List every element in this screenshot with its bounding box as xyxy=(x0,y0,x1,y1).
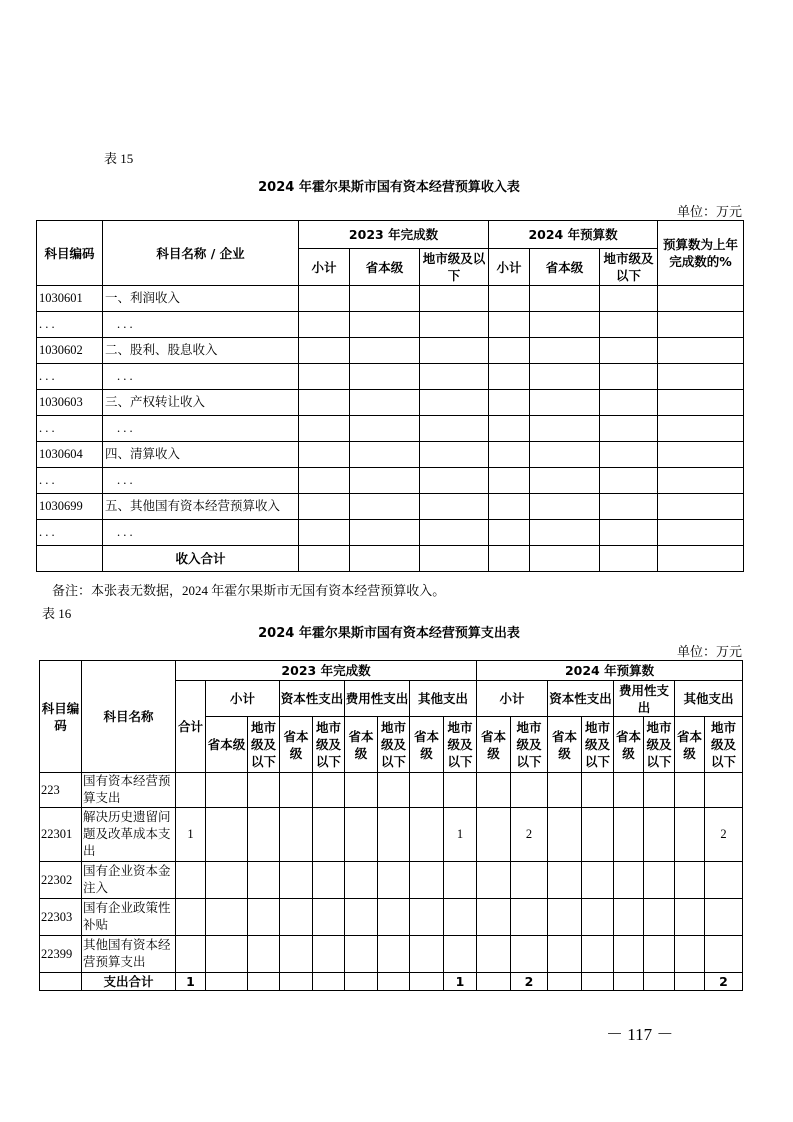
row-name: 四、清算收入 xyxy=(103,442,299,468)
table-row xyxy=(40,808,743,862)
header-budget-2024: 2024 年预算数 xyxy=(477,661,743,681)
row-code: 22399 xyxy=(40,936,82,973)
header-local: 地市级及以下 xyxy=(582,717,614,773)
header-code: 科目编码 xyxy=(37,221,103,286)
header-local: 地市级及以下 xyxy=(705,717,743,773)
table16-label: 表 16 xyxy=(42,606,72,621)
header-name: 科目名称 xyxy=(82,661,176,773)
row-value xyxy=(345,862,378,899)
total-label: 支出合计 xyxy=(82,973,176,991)
header-ratio: 预算数为上年完成数的% xyxy=(658,221,744,286)
row-value xyxy=(313,899,345,936)
header-local: 地市级及以下 xyxy=(313,717,345,773)
row-value xyxy=(313,862,345,899)
header-provincial: 省本级 xyxy=(614,717,644,773)
row-value xyxy=(511,773,548,808)
row-value xyxy=(378,808,410,862)
row-code: 223 xyxy=(40,773,82,808)
income-table xyxy=(36,220,744,572)
table-row xyxy=(40,899,743,936)
row-code: 1030604 xyxy=(37,442,103,468)
row-value xyxy=(248,773,280,808)
row-code: 1030603 xyxy=(37,390,103,416)
row-value xyxy=(378,773,410,808)
row-value xyxy=(705,899,743,936)
row-value xyxy=(206,899,248,936)
table-row xyxy=(37,364,744,390)
header-code: 科目编码 xyxy=(40,661,82,773)
header-local: 地市级及以下 xyxy=(378,717,410,773)
header-local: 地市级及以下 xyxy=(600,249,658,286)
total-value xyxy=(378,973,410,991)
header-other: 其他支出 xyxy=(410,681,477,717)
row-value xyxy=(582,773,614,808)
header-capital: 资本性支出 xyxy=(548,681,614,717)
header-provincial: 省本级 xyxy=(675,717,705,773)
row-name: . . . xyxy=(103,520,299,546)
table-row xyxy=(40,862,743,899)
total-row xyxy=(37,546,744,572)
row-value xyxy=(410,808,444,862)
row-value xyxy=(675,773,705,808)
row-value xyxy=(313,808,345,862)
header-expense: 费用性支出 xyxy=(614,681,675,717)
header-provincial: 省本级 xyxy=(548,717,582,773)
header-provincial: 省本级 xyxy=(280,717,313,773)
total-value xyxy=(477,973,511,991)
row-value xyxy=(675,936,705,973)
row-value xyxy=(206,773,248,808)
row-value xyxy=(644,862,675,899)
row-value xyxy=(176,936,206,973)
row-value xyxy=(345,936,378,973)
row-value xyxy=(206,936,248,973)
total-value xyxy=(206,973,248,991)
total-value xyxy=(644,973,675,991)
row-value xyxy=(248,899,280,936)
row-value: 1 xyxy=(176,808,206,862)
header-provincial: 省本级 xyxy=(350,249,420,286)
table-row xyxy=(37,442,744,468)
row-name: 一、利润收入 xyxy=(103,286,299,312)
total-row xyxy=(40,973,743,991)
table-row xyxy=(37,416,744,442)
table-row xyxy=(40,773,743,808)
row-value xyxy=(345,773,378,808)
row-value xyxy=(176,899,206,936)
row-name: . . . xyxy=(103,416,299,442)
row-value xyxy=(280,773,313,808)
table-row xyxy=(40,936,743,973)
row-value xyxy=(410,936,444,973)
row-value: 2 xyxy=(511,808,548,862)
total-label: 收入合计 xyxy=(103,546,299,572)
total-value xyxy=(614,973,644,991)
table-row xyxy=(37,286,744,312)
row-value xyxy=(206,808,248,862)
row-value xyxy=(248,936,280,973)
row-value xyxy=(644,808,675,862)
row-value xyxy=(614,899,644,936)
row-value xyxy=(705,862,743,899)
row-value xyxy=(280,936,313,973)
row-value xyxy=(614,936,644,973)
row-name: 五、其他国有资本经营预算收入 xyxy=(103,494,299,520)
expenditure-table xyxy=(39,660,743,991)
row-value xyxy=(614,862,644,899)
row-value xyxy=(548,862,582,899)
table15-note: 备注：本张表无数据，2024 年霍尔果斯市无国有资本经营预算收入。 xyxy=(52,583,446,598)
table16-unit: 单位：万元 xyxy=(676,644,742,659)
row-code: 22301 xyxy=(40,808,82,862)
row-value xyxy=(444,936,477,973)
row-name: . . . xyxy=(103,468,299,494)
total-value xyxy=(548,973,582,991)
row-value xyxy=(705,936,743,973)
row-name: 解决历史遗留问题及改革成本支出 xyxy=(82,808,176,862)
total-value xyxy=(248,973,280,991)
header-subtotal: 小计 xyxy=(489,249,530,286)
total-value xyxy=(410,973,444,991)
row-value xyxy=(444,862,477,899)
total-value: 2 xyxy=(511,973,548,991)
header-capital: 资本性支出 xyxy=(280,681,345,717)
row-code: 1030602 xyxy=(37,338,103,364)
row-value xyxy=(280,862,313,899)
row-value xyxy=(280,808,313,862)
row-value xyxy=(477,773,511,808)
table-row xyxy=(37,338,744,364)
row-value xyxy=(548,936,582,973)
header-subtotal: 小计 xyxy=(206,681,280,717)
row-value xyxy=(410,899,444,936)
row-value xyxy=(548,899,582,936)
row-code: 22302 xyxy=(40,862,82,899)
row-value xyxy=(280,899,313,936)
header-local: 地市级及以下 xyxy=(644,717,675,773)
row-name: 国有企业政策性补贴 xyxy=(82,899,176,936)
table15-label: 表 15 xyxy=(104,151,134,166)
total-value xyxy=(675,973,705,991)
table-row xyxy=(37,520,744,546)
row-value xyxy=(248,808,280,862)
row-value xyxy=(582,862,614,899)
row-value xyxy=(378,862,410,899)
row-value xyxy=(248,862,280,899)
row-value xyxy=(582,899,614,936)
total-value xyxy=(280,973,313,991)
page-number: － 117 － xyxy=(606,1025,674,1044)
table15-title: 2024 年霍尔果斯市国有资本经营预算收入表 xyxy=(258,180,520,195)
row-value xyxy=(313,773,345,808)
table-row xyxy=(37,312,744,338)
row-value xyxy=(345,899,378,936)
row-value xyxy=(644,936,675,973)
header-subtotal: 小计 xyxy=(299,249,350,286)
row-value: 1 xyxy=(444,808,477,862)
header-provincial: 省本级 xyxy=(345,717,378,773)
header-other: 其他支出 xyxy=(675,681,743,717)
row-value xyxy=(410,773,444,808)
row-code: . . . xyxy=(37,416,103,442)
header-provincial: 省本级 xyxy=(206,717,248,773)
row-value xyxy=(345,808,378,862)
row-value xyxy=(477,808,511,862)
table15-unit: 单位：万元 xyxy=(676,204,742,219)
table16-title: 2024 年霍尔果斯市国有资本经营预算支出表 xyxy=(258,626,520,641)
row-value xyxy=(477,862,511,899)
row-name: 其他国有资本经营预算支出 xyxy=(82,936,176,973)
table-row xyxy=(37,468,744,494)
header-provincial: 省本级 xyxy=(410,717,444,773)
row-name: . . . xyxy=(103,312,299,338)
total-value xyxy=(345,973,378,991)
row-value xyxy=(511,936,548,973)
header-local: 地市级及以下 xyxy=(248,717,280,773)
row-name: 国有资本经营预算支出 xyxy=(82,773,176,808)
row-value xyxy=(444,773,477,808)
row-value xyxy=(410,862,444,899)
row-value xyxy=(644,899,675,936)
row-value xyxy=(582,936,614,973)
row-value xyxy=(511,899,548,936)
row-value xyxy=(444,899,477,936)
row-value xyxy=(176,862,206,899)
row-value xyxy=(477,899,511,936)
row-value xyxy=(705,773,743,808)
total-value: 2 xyxy=(705,973,743,991)
header-budget-2024: 2024 年预算数 xyxy=(489,221,658,249)
header-completed-2023: 2023 年完成数 xyxy=(299,221,489,249)
header-local: 地市级及以下 xyxy=(511,717,548,773)
row-name: 二、股利、股息收入 xyxy=(103,338,299,364)
row-value xyxy=(644,773,675,808)
row-code: 1030699 xyxy=(37,494,103,520)
row-code: 22303 xyxy=(40,899,82,936)
row-code: 1030601 xyxy=(37,286,103,312)
row-value xyxy=(548,773,582,808)
row-value xyxy=(675,899,705,936)
header-total: 合计 xyxy=(176,681,206,773)
header-provincial: 省本级 xyxy=(477,717,511,773)
row-name: . . . xyxy=(103,364,299,390)
row-code: . . . xyxy=(37,520,103,546)
total-value xyxy=(582,973,614,991)
row-name: 国有企业资本金注入 xyxy=(82,862,176,899)
row-value xyxy=(313,936,345,973)
row-value xyxy=(176,773,206,808)
row-code: . . . xyxy=(37,312,103,338)
row-value xyxy=(511,862,548,899)
table-row xyxy=(37,494,744,520)
header-provincial: 省本级 xyxy=(530,249,600,286)
header-local: 地市级及以下 xyxy=(420,249,489,286)
row-value xyxy=(675,862,705,899)
header-subtotal: 小计 xyxy=(477,681,548,717)
row-value xyxy=(477,936,511,973)
row-value xyxy=(614,773,644,808)
header-expense: 费用性支出 xyxy=(345,681,410,717)
row-value xyxy=(582,808,614,862)
table-row xyxy=(37,390,744,416)
total-value: 1 xyxy=(444,973,477,991)
row-value xyxy=(675,808,705,862)
row-value: 2 xyxy=(705,808,743,862)
header-name: 科目名称 / 企业 xyxy=(103,221,299,286)
row-value xyxy=(548,808,582,862)
total-value xyxy=(313,973,345,991)
row-value xyxy=(378,899,410,936)
row-code: . . . xyxy=(37,364,103,390)
header-local: 地市级及以下 xyxy=(444,717,477,773)
row-value xyxy=(614,808,644,862)
row-value xyxy=(378,936,410,973)
row-code: . . . xyxy=(37,468,103,494)
row-value xyxy=(206,862,248,899)
total-value: 1 xyxy=(176,973,206,991)
row-name: 三、产权转让收入 xyxy=(103,390,299,416)
header-completed-2023: 2023 年完成数 xyxy=(176,661,477,681)
